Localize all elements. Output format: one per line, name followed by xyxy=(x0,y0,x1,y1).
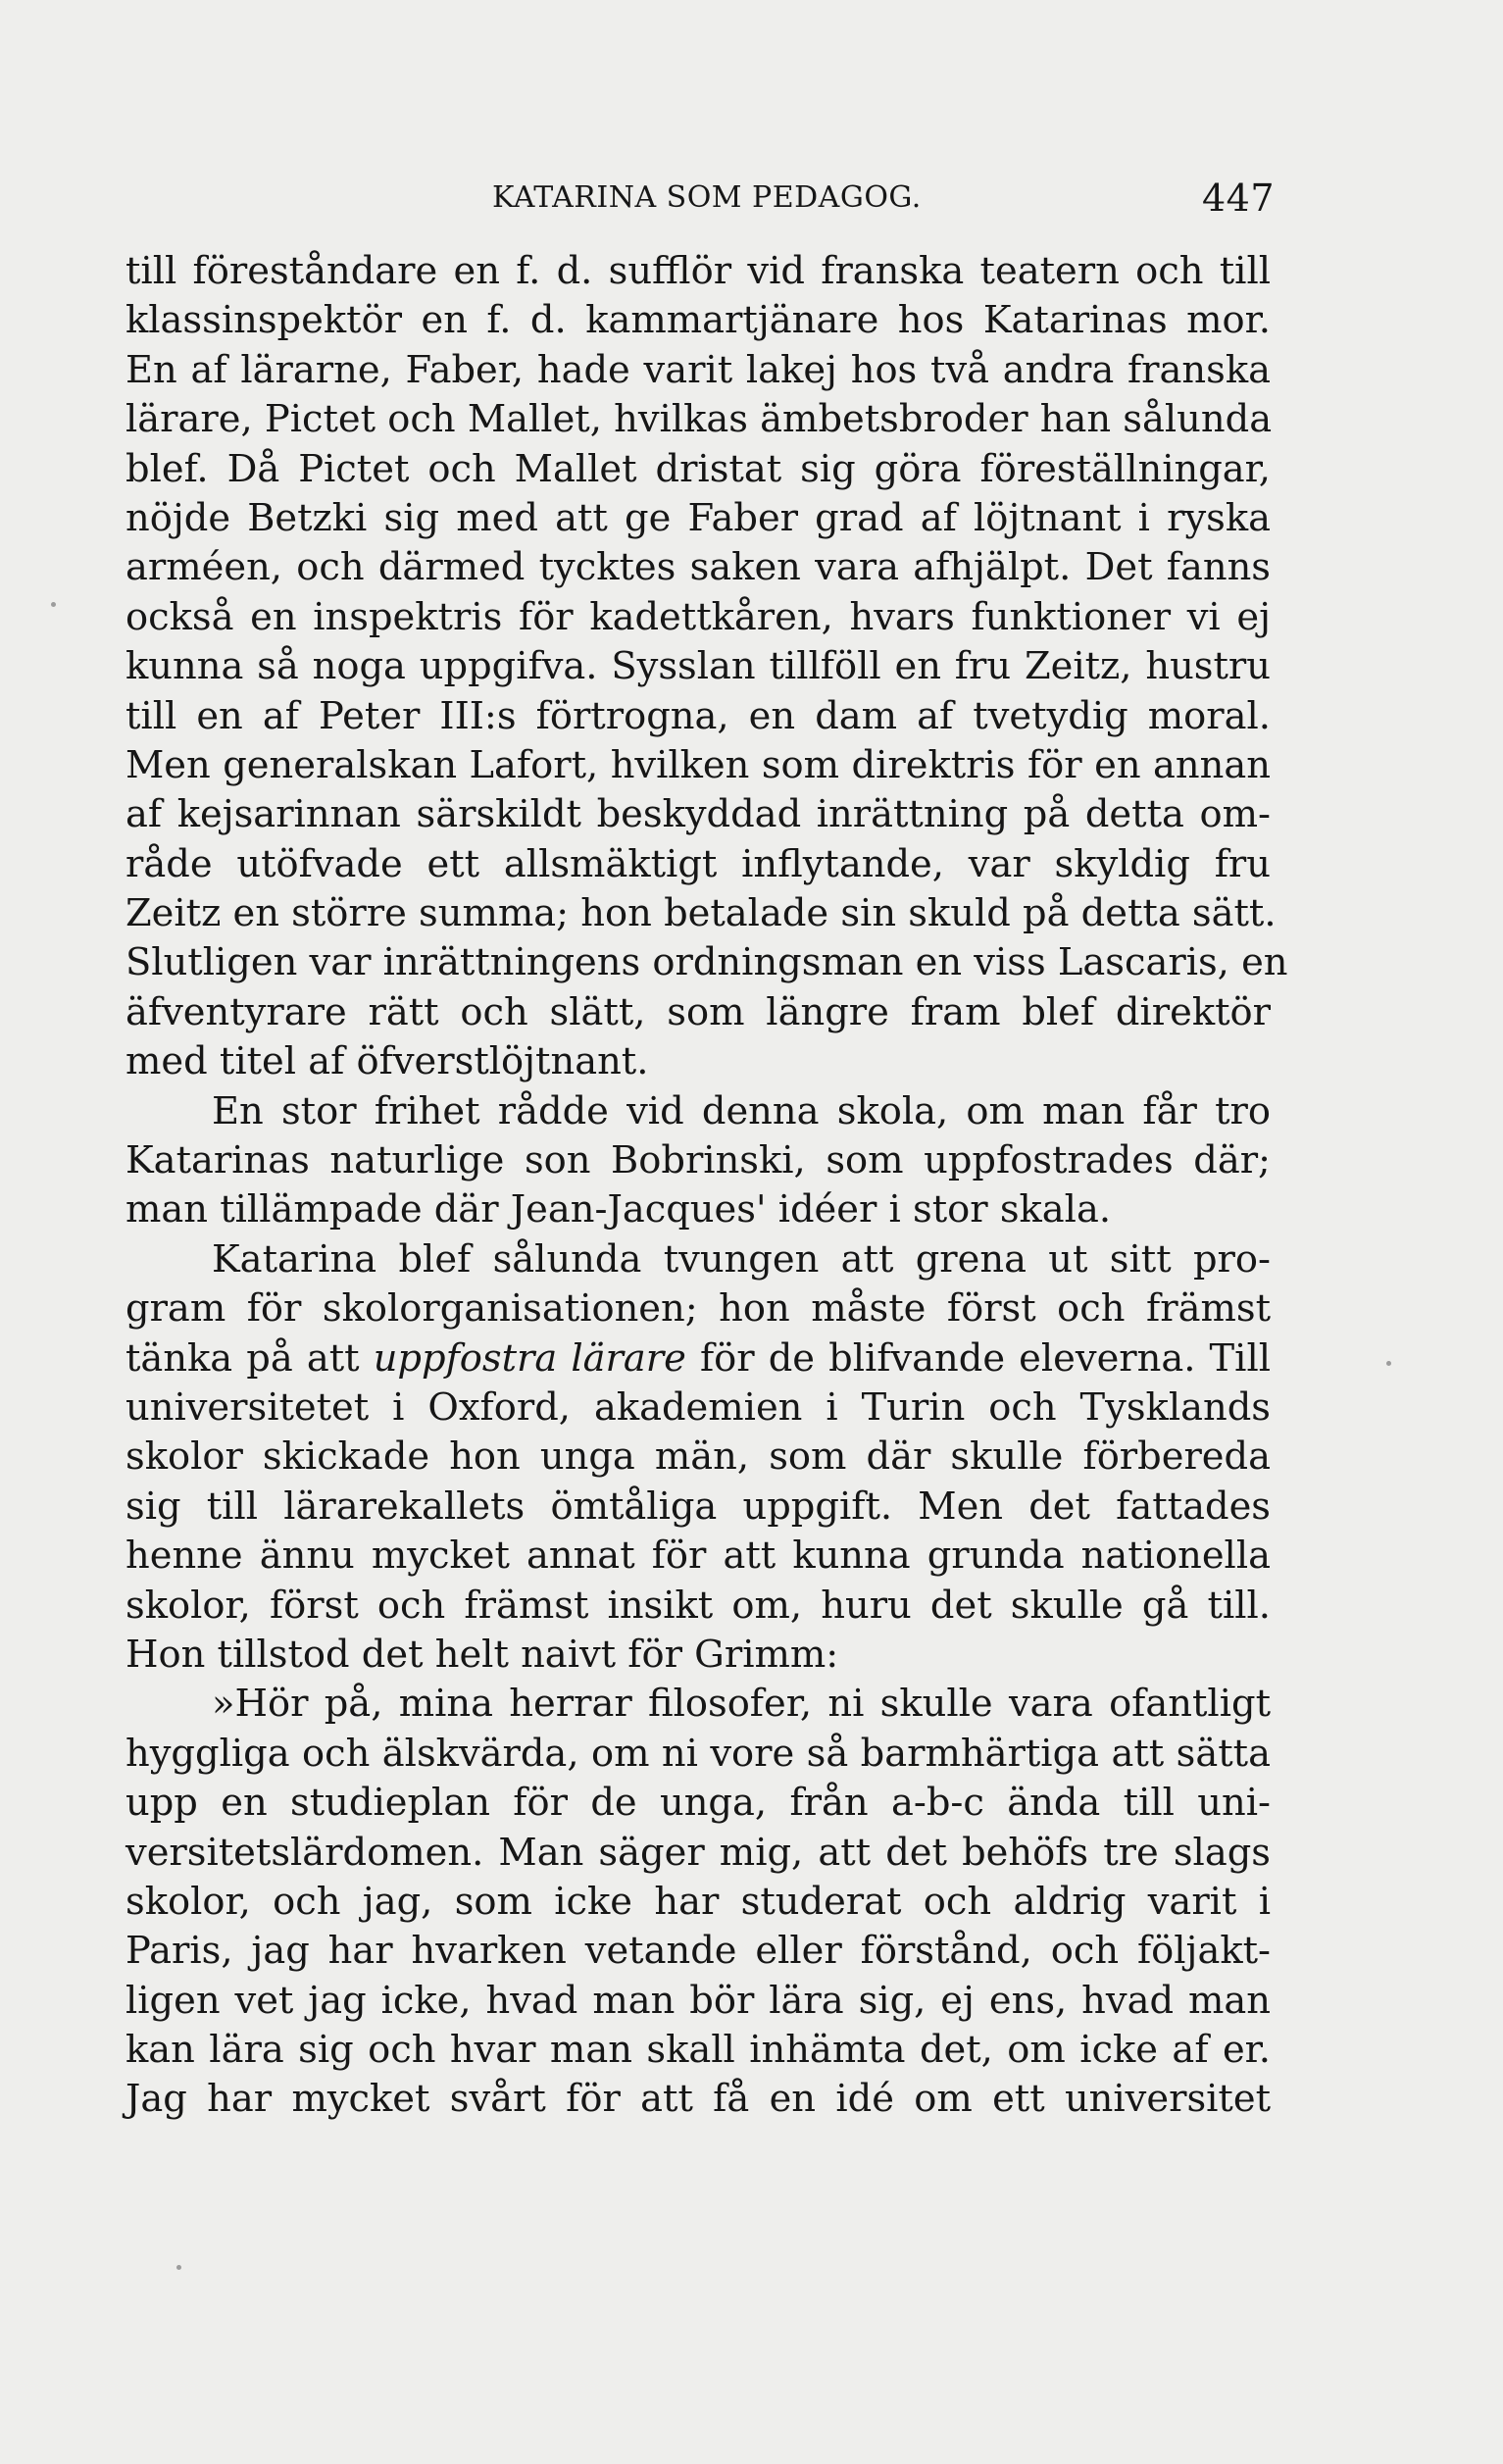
text-line: Zeitz en större summa; hon betalade sin skuld på detta sätt. xyxy=(125,891,1277,936)
text-segment: för de blifvande eleverna. Till xyxy=(685,1335,1271,1381)
text-line: kan lära sig och hvar man skall inhämta det, om icke af er. xyxy=(125,2028,1271,2073)
page-speck xyxy=(51,602,56,607)
text-line: till en af Peter III:s förtrogna, en dam af tvetydig moral. xyxy=(125,693,1271,738)
text-line: äfventyrare rätt och slätt, som längre fram blef direktör xyxy=(125,989,1271,1034)
text-line: klassinspektör en f. d. kammartjänare hos Katarinas mor. xyxy=(125,298,1271,343)
text-line: skolor, och jag, som icke har studerat och aldrig varit i xyxy=(125,1879,1271,1924)
text-line: Hon tillstod det helt naivt för Grimm: xyxy=(125,1632,839,1677)
text-line: »Hör på, mina herrar filosofer, ni skulle vara ofantligt xyxy=(212,1682,1271,1727)
text-line: Katarinas naturlige son Bobrinski, som uppfostrades där; xyxy=(125,1138,1271,1183)
running-title: KATARINA SOM PEDAGOG. xyxy=(492,180,922,215)
text-line: En stor frihet rådde vid denna skola, om man får tro xyxy=(212,1088,1271,1133)
text-line: kunna så noga uppgifva. Sysslan tillföll en fru Zeitz, hustru xyxy=(125,644,1271,689)
text-line: blef. Då Pictet och Mallet dristat sig göra föreställningar, xyxy=(125,446,1271,491)
text-line: råde utöfvade ett allsmäktigt inflytande, var skyldig fru xyxy=(125,841,1271,886)
text-line: Men generalskan Lafort, hvilken som direktris för en annan xyxy=(125,742,1271,787)
text-line: lärare, Pictet och Mallet, hvilkas ämbetsbroder han sålunda xyxy=(125,397,1273,442)
text-line: upp en studieplan för de unga, från a-b-c ända till uni- xyxy=(125,1781,1271,1826)
paragraph-2 xyxy=(125,1087,1271,1235)
text-line: gram för skolorganisationen; hon måste först och främst xyxy=(125,1286,1271,1332)
text-line: ligen vet jag icke, hvad man bör lära sig, ej ens, hvad man xyxy=(125,1978,1271,2023)
text-line: nöjde Betzki sig med att ge Faber grad af löjtnant i ryska xyxy=(125,495,1271,540)
page-speck xyxy=(176,2265,181,2270)
text-line: af kejsarinnan särskildt beskyddad inrättning på detta om- xyxy=(125,792,1271,837)
text-line: till föreståndare en f. d. sufflör vid franska teatern och till xyxy=(125,249,1271,293)
text-line: med titel af öfverstlöjtnant. xyxy=(125,1039,649,1084)
body-text xyxy=(125,247,1288,2125)
text-line: skolor, först och främst insikt om, huru det skulle gå till. xyxy=(125,1583,1271,1628)
text-line: Paris, jag har hvarken vetande eller förstånd, och följakt- xyxy=(125,1929,1271,1974)
paragraph-4-quotation xyxy=(125,1680,1271,2125)
text-line: Jag har mycket svårt för att få en idé om ett universitet xyxy=(125,2077,1271,2122)
text-line: versitetslärdomen. Man säger mig, att det behöfs tre slags xyxy=(125,1830,1271,1875)
text-line: också en inspektris för kadettkåren, hvars funktioner vi ej xyxy=(125,594,1271,639)
text-line: arméen, och därmed tycktes saken vara afhjälpt. Det fanns xyxy=(125,545,1271,590)
text-line-with-emphasis xyxy=(125,1334,1271,1383)
text-line: universitetet i Oxford, akademien i Turin och Tysklands xyxy=(125,1384,1271,1430)
text-line: En af lärarne, Faber, hade varit lakej hos två andra franska xyxy=(125,347,1271,392)
emphasized-phrase: uppfostra lärare xyxy=(373,1335,686,1381)
text-line: sig till lärarekallets ömtåliga uppgift. Men det fattades xyxy=(125,1483,1271,1529)
text-segment: tänka på att xyxy=(125,1335,374,1381)
page-speck xyxy=(1386,1361,1391,1366)
text-line: skolor skickade hon unga män, som där skulle förbereda xyxy=(125,1434,1271,1480)
text-line: man tillämpade där Jean-Jacques' idéer i stor skala. xyxy=(125,1187,1112,1232)
text-line: Slutligen var inrättningens ordningsman en viss Lascaris, en xyxy=(125,940,1288,985)
page-number: 447 xyxy=(1201,176,1275,220)
paragraph-3 xyxy=(125,1235,1271,1681)
text-line: henne ännu mycket annat för att kunna grunda nationella xyxy=(125,1534,1271,1579)
text-line: hyggliga och älskvärda, om ni vore så barmhärtiga att sätta xyxy=(125,1731,1271,1776)
paragraph-1 xyxy=(125,247,1288,1087)
text-line: Katarina blef sålunda tvungen att grena ut sitt pro- xyxy=(212,1236,1271,1282)
